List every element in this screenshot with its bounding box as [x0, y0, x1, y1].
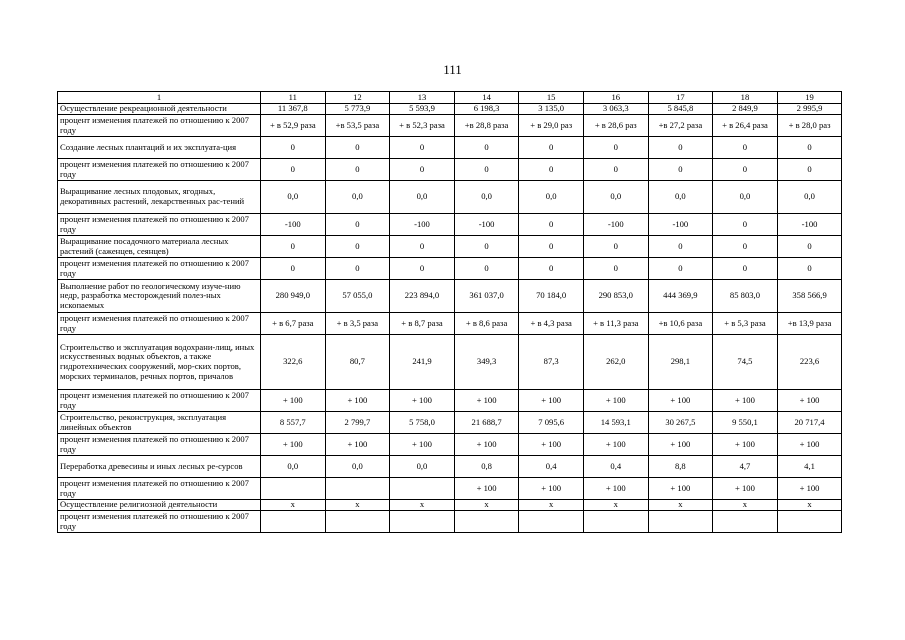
table-cell: 0: [390, 137, 455, 159]
table-cell: +в 13,9 раза: [777, 313, 842, 335]
table-cell: 0: [325, 159, 390, 181]
table-cell: + 100: [583, 390, 648, 412]
table-cell: [261, 511, 326, 533]
table-cell: + в 5,3 раза: [713, 313, 778, 335]
table-cell: [390, 478, 455, 500]
table-cell: + 100: [325, 434, 390, 456]
table-cell: + в 11,3 раза: [583, 313, 648, 335]
table-cell: 8,8: [648, 456, 713, 478]
table-cell: 0: [713, 258, 778, 280]
table-cell: [777, 511, 842, 533]
table-cell: 0,0: [713, 181, 778, 214]
table-cell: 361 037,0: [454, 280, 519, 313]
table-row: [58, 236, 842, 258]
table-cell: 0: [261, 137, 326, 159]
table-cell: 444 369,9: [648, 280, 713, 313]
table-cell: 0: [519, 258, 584, 280]
table-row: [58, 456, 842, 478]
table-cell: 5 773,9: [325, 104, 390, 115]
table-cell: 0: [261, 258, 326, 280]
table-cell: х: [777, 500, 842, 511]
table-cell: 4,1: [777, 456, 842, 478]
table-cell: 0: [648, 159, 713, 181]
table-cell: 349,3: [454, 335, 519, 390]
row-label: Выращивание лесных плодовых, ягодных, декоративных растений, лекарственных рас-тений: [58, 181, 261, 214]
table-cell: + 100: [777, 390, 842, 412]
table-cell: 298,1: [648, 335, 713, 390]
table-cell: 0,0: [325, 181, 390, 214]
row-label: процент изменения платежей по отношению к 2007 году: [58, 511, 261, 533]
table-cell: х: [261, 500, 326, 511]
row-label: процент изменения платежей по отношению к 2007 году: [58, 115, 261, 137]
table-cell: + 100: [777, 434, 842, 456]
table-cell: 0: [454, 236, 519, 258]
table-cell: + 100: [648, 478, 713, 500]
column-header: 1: [58, 92, 261, 104]
table-row: [58, 434, 842, 456]
table-cell: -100: [648, 214, 713, 236]
table-cell: 0,4: [583, 456, 648, 478]
table-cell: 0: [713, 159, 778, 181]
table-cell: 0: [713, 214, 778, 236]
table-cell: + в 52,3 раза: [390, 115, 455, 137]
row-label: процент изменения платежей по отношению к 2007 году: [58, 159, 261, 181]
column-header: 11: [261, 92, 326, 104]
table-cell: + 100: [648, 434, 713, 456]
table-cell: х: [583, 500, 648, 511]
table-row: [58, 390, 842, 412]
table-cell: 5 758,0: [390, 412, 455, 434]
table-cell: 0,0: [583, 181, 648, 214]
table-cell: 0: [648, 236, 713, 258]
table-cell: 0,0: [777, 181, 842, 214]
table-cell: 262,0: [583, 335, 648, 390]
table-cell: 11 367,8: [261, 104, 326, 115]
table-cell: [325, 511, 390, 533]
table-cell: 2 799,7: [325, 412, 390, 434]
table-cell: + в 28,6 раз: [583, 115, 648, 137]
table-cell: 0: [777, 258, 842, 280]
table-cell: + 100: [713, 390, 778, 412]
table-row: [58, 280, 842, 313]
table-cell: х: [648, 500, 713, 511]
table-cell: 0,0: [390, 456, 455, 478]
table-cell: 0: [519, 214, 584, 236]
table-cell: 0: [261, 159, 326, 181]
table-header-row: [58, 92, 842, 104]
row-label: процент изменения платежей по отношению к 2007 году: [58, 214, 261, 236]
table-cell: 0,4: [519, 456, 584, 478]
table-cell: -100: [777, 214, 842, 236]
table-cell: -100: [261, 214, 326, 236]
table-cell: 0: [325, 137, 390, 159]
table-cell: 7 095,6: [519, 412, 584, 434]
table-cell: 0,0: [648, 181, 713, 214]
table-cell: 0: [583, 159, 648, 181]
table-cell: 0,0: [261, 181, 326, 214]
table-cell: 3 063,3: [583, 104, 648, 115]
payments-table: [57, 91, 842, 533]
table-cell: 0: [390, 236, 455, 258]
row-label: Выращивание посадочного материала лесных растений (саженцев, сеянцев): [58, 236, 261, 258]
table-cell: + 100: [777, 478, 842, 500]
table-cell: х: [390, 500, 455, 511]
row-label: Строительство и эксплуатация водохрани-лищ, иных искусственных водных объектов, а также гидротехнических сооружений, мор-ских портов, морских терминалов, речных портов, причалов: [58, 335, 261, 390]
table-cell: 0,0: [390, 181, 455, 214]
table-cell: 358 566,9: [777, 280, 842, 313]
table-cell: [648, 511, 713, 533]
row-label: Создание лесных плантаций и их эксплуата-ция: [58, 137, 261, 159]
table-cell: +в 27,2 раза: [648, 115, 713, 137]
row-label: процент изменения платежей по отношению к 2007 году: [58, 390, 261, 412]
table-cell: + в 8,7 раза: [390, 313, 455, 335]
table-cell: + в 28,0 раз: [777, 115, 842, 137]
table-cell: 0: [519, 137, 584, 159]
table-cell: -100: [583, 214, 648, 236]
row-label: Осуществление религиозной деятельности: [58, 500, 261, 511]
column-header: 19: [777, 92, 842, 104]
table-cell: 223 894,0: [390, 280, 455, 313]
table-cell: 0,0: [325, 456, 390, 478]
table-cell: + 100: [648, 390, 713, 412]
table-cell: 0: [390, 159, 455, 181]
table-cell: [454, 511, 519, 533]
column-header: 14: [454, 92, 519, 104]
table-cell: + в 3,5 раза: [325, 313, 390, 335]
table-row: [58, 335, 842, 390]
column-header: 17: [648, 92, 713, 104]
table-cell: + 100: [454, 434, 519, 456]
table-cell: + 100: [519, 434, 584, 456]
table-cell: 322,6: [261, 335, 326, 390]
table-cell: 30 267,5: [648, 412, 713, 434]
column-header: 18: [713, 92, 778, 104]
table-cell: 6 198,3: [454, 104, 519, 115]
table-cell: 0: [713, 236, 778, 258]
table-cell: +в 10,6 раза: [648, 313, 713, 335]
table-cell: + в 4,3 раза: [519, 313, 584, 335]
table-cell: 3 135,0: [519, 104, 584, 115]
table-cell: 241,9: [390, 335, 455, 390]
table-cell: + 100: [713, 478, 778, 500]
table-cell: 0: [648, 258, 713, 280]
table-cell: 0: [583, 258, 648, 280]
row-label: процент изменения платежей по отношению к 2007 году: [58, 258, 261, 280]
table-cell: 0: [777, 236, 842, 258]
table-cell: 4,7: [713, 456, 778, 478]
table-cell: -100: [454, 214, 519, 236]
table-cell: 0: [519, 236, 584, 258]
page-number: 111: [443, 62, 462, 77]
table-cell: 20 717,4: [777, 412, 842, 434]
table-cell: + в 8,6 раза: [454, 313, 519, 335]
table-cell: 0: [454, 258, 519, 280]
table-cell: 0: [325, 236, 390, 258]
table-row: [58, 258, 842, 280]
table-cell: [390, 511, 455, 533]
table-cell: 0: [390, 258, 455, 280]
table-cell: 5 593,9: [390, 104, 455, 115]
table-cell: 0,8: [454, 456, 519, 478]
row-label: Переработка древесины и иных лесных ре-сурсов: [58, 456, 261, 478]
table-cell: х: [519, 500, 584, 511]
table-cell: + 100: [261, 390, 326, 412]
table-cell: 0: [325, 214, 390, 236]
table-cell: + 100: [390, 434, 455, 456]
table-cell: + 100: [325, 390, 390, 412]
table-cell: 57 055,0: [325, 280, 390, 313]
table-cell: 0: [261, 236, 326, 258]
table-row: [58, 137, 842, 159]
table-row: [58, 478, 842, 500]
table-cell: + 100: [261, 434, 326, 456]
column-header: 12: [325, 92, 390, 104]
table-cell: +в 53,5 раза: [325, 115, 390, 137]
table-cell: 5 845,8: [648, 104, 713, 115]
table-cell: 8 557,7: [261, 412, 326, 434]
table-cell: 80,7: [325, 335, 390, 390]
table-cell: 9 550,1: [713, 412, 778, 434]
table-cell: 0: [583, 137, 648, 159]
table-cell: [583, 511, 648, 533]
table-cell: [519, 511, 584, 533]
table-cell: + 100: [454, 390, 519, 412]
row-label: процент изменения платежей по отношению к 2007 году: [58, 434, 261, 456]
table-cell: 290 853,0: [583, 280, 648, 313]
table-body: [58, 104, 842, 533]
row-label: процент изменения платежей по отношению к 2007 году: [58, 478, 261, 500]
table-row: [58, 313, 842, 335]
table-cell: [261, 478, 326, 500]
column-header: 13: [390, 92, 455, 104]
row-label: Осуществление рекреационной деятельности: [58, 104, 261, 115]
table-row: [58, 500, 842, 511]
table-cell: 2 849,9: [713, 104, 778, 115]
table-cell: 0,0: [261, 456, 326, 478]
table-cell: 85 803,0: [713, 280, 778, 313]
table-cell: х: [325, 500, 390, 511]
table-cell: 74,5: [713, 335, 778, 390]
table-cell: + в 6,7 раза: [261, 313, 326, 335]
column-header: 16: [583, 92, 648, 104]
table-cell: 0,0: [454, 181, 519, 214]
table-cell: х: [713, 500, 778, 511]
table-cell: + 100: [713, 434, 778, 456]
table-row: [58, 181, 842, 214]
table-cell: 14 593,1: [583, 412, 648, 434]
table-cell: 0: [325, 258, 390, 280]
table-cell: + 100: [454, 478, 519, 500]
table-row: [58, 159, 842, 181]
table-cell: [325, 478, 390, 500]
table-cell: 0: [454, 159, 519, 181]
table-row: [58, 115, 842, 137]
table-row: [58, 511, 842, 533]
row-label: Строительство, реконструкция, эксплуатация линейных объектов: [58, 412, 261, 434]
table-row: [58, 214, 842, 236]
table-cell: 223,6: [777, 335, 842, 390]
table-cell: + в 26,4 раза: [713, 115, 778, 137]
table-cell: -100: [390, 214, 455, 236]
table-cell: 0: [648, 137, 713, 159]
table-row: [58, 412, 842, 434]
table-cell: + в 52,9 раза: [261, 115, 326, 137]
table-cell: + 100: [519, 390, 584, 412]
table-cell: 0: [777, 159, 842, 181]
table-cell: + 100: [519, 478, 584, 500]
table-row: [58, 104, 842, 115]
table-cell: 0: [519, 159, 584, 181]
row-label: Выполнение работ по геологическому изуче-нию недр, разработка месторождений полез-ных ископаемых: [58, 280, 261, 313]
table-cell: + в 29,0 раз: [519, 115, 584, 137]
table-cell: 87,3: [519, 335, 584, 390]
table-cell: [713, 511, 778, 533]
table-cell: 0: [583, 236, 648, 258]
table-cell: + 100: [390, 390, 455, 412]
table-cell: 70 184,0: [519, 280, 584, 313]
table-cell: +в 28,8 раза: [454, 115, 519, 137]
table-cell: 0,0: [519, 181, 584, 214]
table-cell: 21 688,7: [454, 412, 519, 434]
table-cell: 2 995,9: [777, 104, 842, 115]
table-cell: 0: [454, 137, 519, 159]
table-cell: 0: [713, 137, 778, 159]
table-cell: 280 949,0: [261, 280, 326, 313]
table-cell: 0: [777, 137, 842, 159]
table-cell: + 100: [583, 478, 648, 500]
row-label: процент изменения платежей по отношению к 2007 году: [58, 313, 261, 335]
column-header: 15: [519, 92, 584, 104]
table-cell: х: [454, 500, 519, 511]
table-cell: + 100: [583, 434, 648, 456]
